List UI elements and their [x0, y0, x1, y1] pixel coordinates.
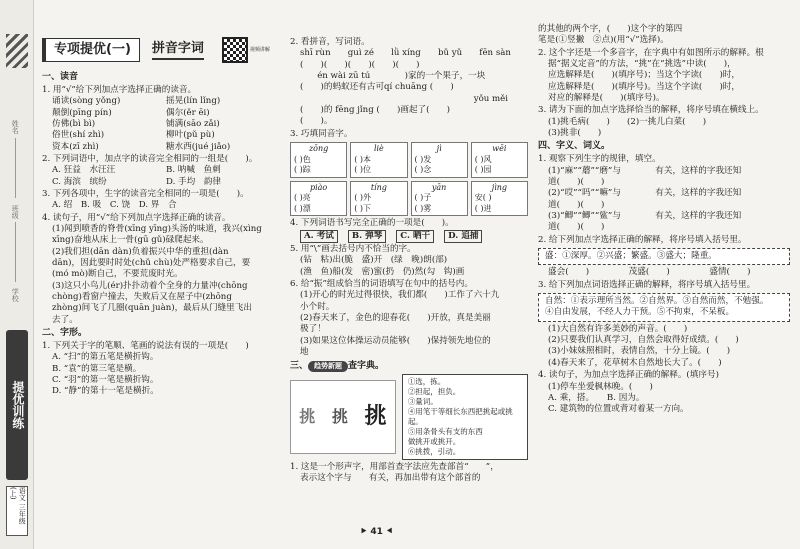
answer-lines: (1)“麻”“蘑”“磨”与 有关，这样的字我还知 道( )( ) (2)“哎”“吗”“嘛”与 有关，这样的字我还知 道( )( ) (3)“鲫”“鲫”“鲨”与 有关，这样的字我还知 道( )( ) [548, 165, 742, 233]
question-text: 3. 请为下面的加点字选择恰当的解释，将序号填在横线上。 [538, 105, 764, 116]
list-item: 颠倒(pīng pín) 偶尔(ěr ēi) [52, 107, 210, 118]
answer-row: 盛会( ) 茂盛( ) 盛情( ) [548, 267, 751, 278]
question-text: 2. 下列词语中，加点字的读音完全相同的一组是( )。 [42, 153, 258, 164]
character-image: 挑 挑 挑 [290, 380, 396, 454]
homophone-cell: wēi ( )风 ( )园 [471, 142, 528, 178]
choice-lines: (钻 粘)出(脆 盛)开 (绿 晚)朗(部) (渔 鱼)船(发 密)蜜(扔 仍)然(勾 钩)画 [300, 255, 465, 277]
page-number: ⯈ 41 ⯇ [360, 527, 394, 537]
continued-text: 笔是(①竖撇 ②点)(用“√”选择)。 [538, 35, 669, 46]
list-item: 资本(zī zhì) 糖水西(jué jiǎo) [52, 141, 231, 152]
qr-code-icon[interactable] [222, 37, 248, 63]
trend-banner: 趋势新题 [308, 361, 348, 372]
sidebar-field-school: 学校 [11, 288, 20, 302]
question-text: 3. 下列各项中，生字的读音完全相同的一项是( )。 [42, 188, 249, 199]
option-b: B. 弹琴 [348, 230, 386, 243]
homophone-cell: jìng 安( ) ( )进 [471, 181, 528, 217]
pinyin-row: shī rùn guì zé lǜ xíng bǔ yǔ fēn sàn [300, 48, 511, 59]
sidebar-field-class: 班级 [11, 205, 20, 219]
section-heading: 二、字形。 [42, 328, 88, 339]
definition-box: 盛：①深厚。②兴盛；繁盛。③盛大；隆重。 [538, 248, 790, 265]
question-text: 2. 这个字还是一个多音字，在字典中有如图所示的解释。根 [538, 47, 764, 58]
list-item: 俗世(shí zhì) 柳叶(pǔ pù) [52, 130, 215, 141]
dictionary-panel [290, 374, 528, 459]
section-heading: 四、字义、词义。 [538, 141, 611, 152]
question-text: 3. 给下列加点词语选择正确的解释，将序号填入括号里。 [538, 279, 756, 290]
page-title: 拼音字词 [152, 40, 204, 59]
column-1 [42, 70, 280, 398]
question-text: 2. 看拼音，写词语。 [290, 37, 370, 47]
answer-lines: (1)大自然有许多美妙的声音。( ) (2)只要我们认真学习，自然会取得好成绩。( ) (3)小妹妹照相时，表情自然，十分上镜。( ) (4)春天来了，花草树木自然地长大了。( ) [548, 323, 739, 368]
question-text: 2. 给下列加点字选择正确的解释，将序号填入括号里。 [538, 234, 747, 245]
option-c: C. 晒干 [396, 230, 434, 243]
qr-label: 视频讲解 [249, 46, 270, 53]
question-text: 3. 巧填同音字。 [290, 128, 353, 139]
options-row: C. 海滨 缤纷 D. 手均 韵律 [52, 176, 222, 187]
list-item: 仿佛(bì bì) 铺满(sāo zǎi) [52, 118, 220, 129]
question-text: 1. 用“√”给下列加点字选择正确的读音。 [42, 84, 197, 95]
question-text: 1. 下列关于字的笔顺、笔画的说法有误的一项是( ) [42, 340, 249, 351]
column-2 [290, 36, 528, 484]
stripes-decoration [6, 34, 28, 68]
homophone-cell: tíng ( )外 ( )下 [350, 181, 407, 217]
question-text: 1. 这是一个形声字，用部首查字法应先查部首“ ”， [290, 461, 499, 472]
sidebar-line [15, 138, 16, 198]
option-a: A. 考试 [300, 230, 338, 243]
continued-text: 的其他的两个字，( )这个字的第四 [538, 24, 683, 34]
section-tag: 专项提优(一) [42, 38, 140, 61]
passage: (1)闻到喷香的脊骨(xīng yīng)头汤的味道，我兴(xìng xīng)奋地从床上一骨(gū gǔ)碌爬起来。 (2)我们担(dān dàn)负着振兴中华的重担(dàn dān)，因此要时时处(chǔ chù)处严格要求自己，要 (mó mò)断自己，不要荒废时光。 (3)这只小鸟儿(ér)扑扑动着个全身的力量冲(chōng chòng)看窗户撞去，失败后又在屋子中(zhōng zhòng)间飞了几圈(quān juàn)，最后从门缝里飞出 去了。 [52, 224, 262, 325]
sidebar-grade: 语文 三年级(上) [6, 486, 28, 536]
section-heading: 一、读音 [42, 72, 79, 82]
question-text: 6. 给“振”组成恰当的词语填写在句中的括号内。 [290, 279, 473, 290]
homophone-cell: yān ( )子 ( )雾 [411, 181, 468, 217]
options-list: A. “扫”的第五笔是横折钩。 B. “袁”的第三笔是横。 C. “羽”的第一笔是横折钩。 D. “静”的第十一笔是横折。 [52, 352, 159, 397]
fill-blanks: ( )( )( )( )( ) én wài zū tú )家的一个果子，一块 ( )的蚂蚁还有古可qí chuāng ( ) yǒu měi ( )的 fēng jǐng ( )画起了( ) ( )。 [300, 59, 508, 127]
sidebar-field-name: 姓名 [11, 120, 20, 134]
sidebar-brand: 提优训练 [6, 330, 28, 480]
sentence-lines: (1)开心的时光过得很快，我们都( )工作了六十九 小个时。 (2)春天来了，金色的迎春花( )开放，真是美丽 极了！ (3)如果这位体操运动员能够( )保持领先地位的 地 [300, 290, 500, 358]
question-text: 4. 读句子，为加点字选择正确的解释。(填序号) [538, 370, 719, 381]
homophone-cell: jì ( )发 ( )念 [411, 142, 468, 178]
definition-box: 自然：①表示理所当然。②自然界。③自然而然，不勉强。 ④自由发展，不经人力干预。⑤不拘束，不呆板。 [538, 293, 790, 322]
page-header [42, 34, 280, 66]
homophone-grid [290, 142, 528, 216]
question-text: 5. 用“\”画去括号内不恰当的字。 [290, 244, 416, 255]
question-text: 4. 读句子，用“√”给下列加点字选择正确的读音。 [42, 212, 231, 223]
option-d: D. 追捕 [444, 230, 482, 243]
binding-sidebar [0, 0, 34, 549]
column-3 [538, 24, 790, 416]
options-row: A. 狂益 水汪汪 B. 呐喊 鱼刺 [52, 165, 221, 176]
section-heading: 三、 趋势新题 查字典。 [290, 360, 385, 371]
homophone-cell: liè ( )本 ( )位 [350, 142, 407, 178]
homophone-cell: zōng ( )色 ( )踪 [290, 142, 347, 178]
answer-lines: 据“据义定音”的方法，“挑”在“挑选”中读( )， 应选解释是( )(填序号)；当这个字读( )时， 应选解释是( )(填序号)。当这个字读( )时， 对应的解释是( )(填序号)。 [548, 59, 740, 104]
answer-lines: (1)挑毛病( ) (2)一挑儿白菜( ) (3)挑非( ) [548, 116, 707, 139]
question-text: 1. 观察下列生字的规律，填空。 [538, 154, 661, 165]
homophone-cell: piào ( )亮 ( )漂 [290, 181, 347, 217]
answer-lines: (1)停车坐爱枫林晚。( ) A. 乘，搭。 B. 因为。 C. 建筑物的位置或背对着某一方向。 [548, 381, 689, 415]
question-text: 4. 下列词语书写完全正确的一项是( )。 [290, 218, 454, 229]
definition-list: ①选，拣。 ②担起，担负。 ③量词。 ④用笔干等细长东西把挑起或挑起。 ⑤用条骨头有支的东西 做挑开或挑开。 ⑥挑拨，引动。 [402, 374, 528, 459]
list-item: 诵读(sòng yǒng) 摇晃(lín lǐng) [52, 96, 221, 107]
options-row: A. 绍 B. 吸 C. 饶 D. 界 合 [52, 200, 177, 211]
sidebar-line [15, 222, 16, 282]
pinyin-choice-list [42, 96, 280, 153]
question-text: 表示这个字与 有关，再加出带有这个部首的 [300, 472, 481, 483]
answer-options [290, 230, 528, 243]
